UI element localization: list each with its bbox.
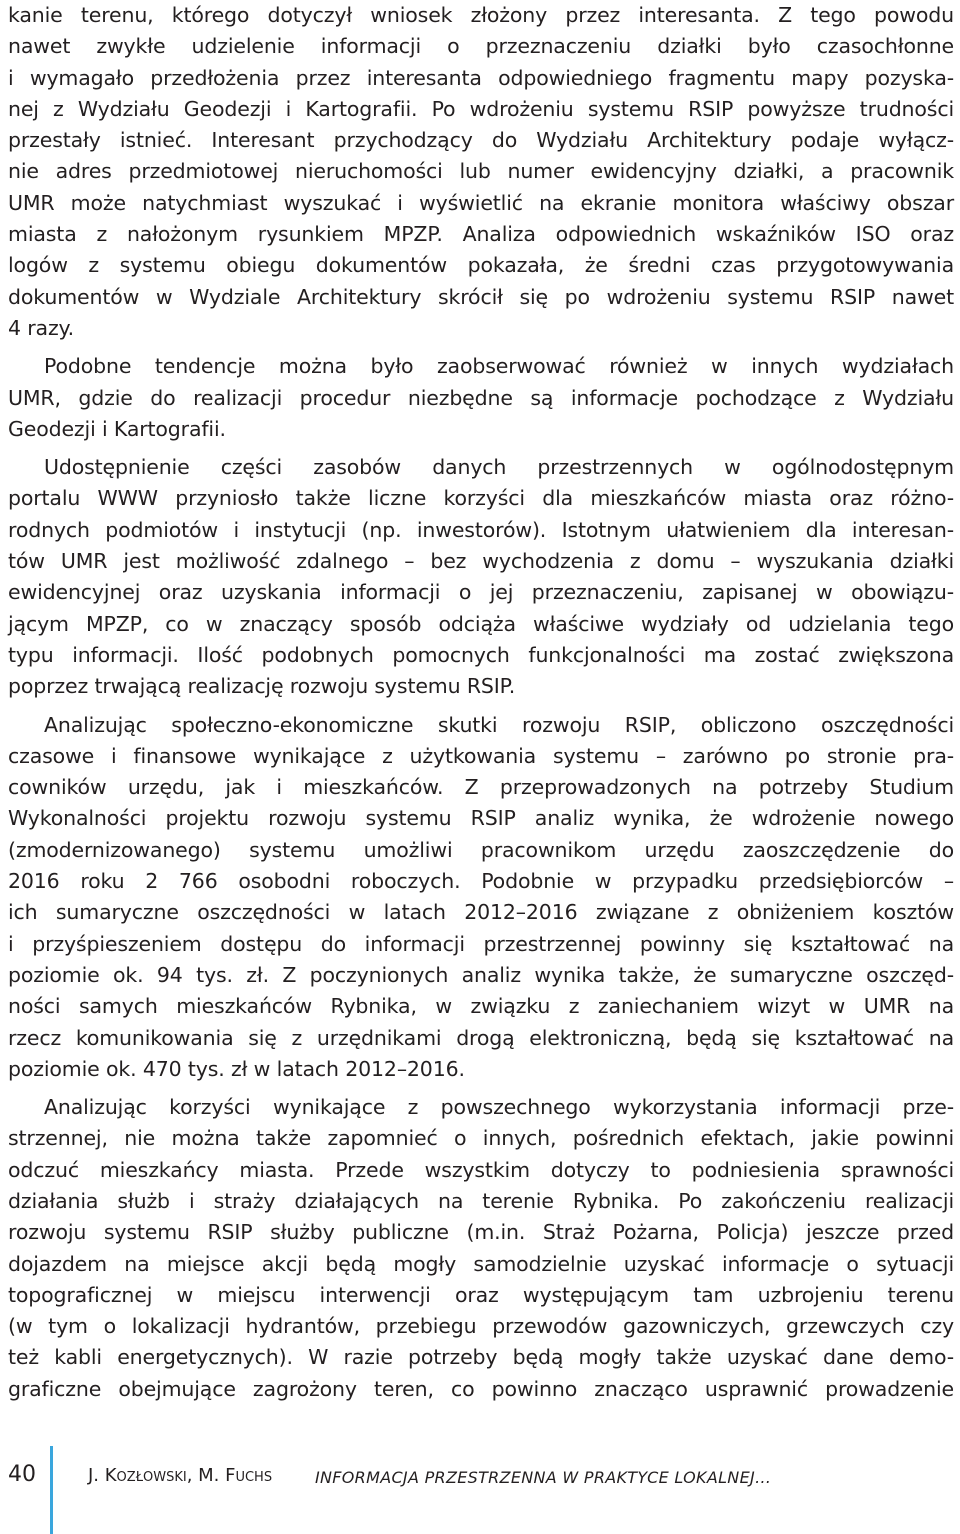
text-line: dokumentów w Wydziale Architektury skrócił się po wdrożeniu systemu RSIP nawet xyxy=(8,284,954,309)
page-footer xyxy=(0,1446,960,1534)
running-header-authors: J. Kozłowski, M. Fuchs xyxy=(88,1465,273,1486)
text-line: UMR może natychmiast wyszukać i wyświetlić na ekranie monitora właściwy obszar xyxy=(8,190,954,215)
text-line: cowników urzędu, jak i mieszkańców. Z przeprowadzonych na potrzeby Studium xyxy=(8,775,954,800)
text-line: czasowe i finansowe wynikające z użytkowania systemu – zarówno po stronie pra- xyxy=(8,743,954,768)
text-line: poziomie ok. 94 tys. zł. Z poczynionych analiz wynika także, że sumaryczne oszczęd- xyxy=(8,962,954,987)
text-line: ności samych mieszkańców Rybnika, w związku z zaniechaniem wizyt w UMR na xyxy=(8,994,954,1019)
text-line: Wykonalności projektu rozwoju systemu RSIP analiz wynika, że wdrożenie nowego xyxy=(8,806,954,831)
text-line: ewidencyjnej oraz uzyskania informacji o jej przeznaczeniu, zapisanej w obowiązu- xyxy=(8,580,954,605)
text-line: nawet zwykłe udzielenie informacji o przeznaczeniu działki było czasochłonne xyxy=(8,34,954,59)
text-line: topograficznej w miejscu interwencji oraz występującym tam uzbrojeniu terenu xyxy=(8,1282,954,1307)
text-line: nej z Wydziału Geodezji i Kartografii. Po wdrożeniu systemu RSIP powyższe trudności xyxy=(8,96,954,121)
text-line: portalu WWW przyniosło także liczne korzyści dla mieszkańców miasta oraz różno- xyxy=(8,486,954,511)
text-line: dojazdem na miejsce akcji będą mogły samodzielnie uzyskać informacje o sytuacji xyxy=(8,1251,954,1276)
text-line: (zmodernizowanego) systemu umożliwi pracownikom urzędu zaoszczędzenie do xyxy=(8,837,954,862)
page-number: 40 xyxy=(8,1462,36,1487)
paragraph-start-line: Udostępnienie części zasobów danych przestrzennych w ogólnodostępnym xyxy=(44,455,954,480)
text-line: i przyśpieszeniem dostępu do informacji przestrzennej powinny się kształtować na xyxy=(8,931,954,956)
paragraph-start-line: Analizując społeczno-ekonomiczne skutki rozwoju RSIP, obliczono oszczędności xyxy=(44,712,954,737)
footer-divider xyxy=(50,1446,53,1534)
text-line: jącym MPZP, co w znaczący sposób odciąża właściwe wydziały od udzielania tego xyxy=(8,611,954,636)
text-line: rozwoju systemu RSIP służby publiczne (m.in. Straż Pożarna, Policja) jeszcze przed xyxy=(8,1220,954,1245)
text-line: logów z systemu obiegu dokumentów pokazała, że średni czas przygotowywania xyxy=(8,253,954,278)
text-line: Geodezji i Kartografii. xyxy=(8,416,226,441)
text-line: graficzne obejmujące zagrożony teren, co powinno znacząco usprawnić prowadzenie xyxy=(8,1376,954,1401)
text-line: (w tym o lokalizacji hydrantów, przebiegu przewodów gazowniczych, grzewczych czy xyxy=(8,1314,954,1339)
running-header-title: INFORMACJA PRZESTRZENNA W PRAKTYCE LOKALNEJ… xyxy=(315,1468,772,1487)
text-line: strzennej, nie można także zapomnieć o innych, pośrednich efektach, jakie powinni xyxy=(8,1126,954,1151)
paragraph-start-line: Analizując korzyści wynikające z powszechnego wykorzystania informacji prze- xyxy=(44,1095,954,1120)
page-body xyxy=(8,0,954,1405)
text-line: miasta z nałożonym rysunkiem MPZP. Analiza odpowiednich wskaźników ISO oraz xyxy=(8,222,954,247)
text-line: typu informacji. Ilość podobnych pomocnych funkcjonalności ma zostać zwiększona xyxy=(8,642,954,667)
text-line: odczuć mieszkańcy miasta. Przede wszystkim dotyczy to podniesienia sprawności xyxy=(8,1157,954,1182)
text-line: działania służb i straży działających na terenie Rybnika. Po zakończeniu realizacji xyxy=(8,1188,954,1213)
text-line: poziomie ok. 470 tys. zł w latach 2012–2016. xyxy=(8,1056,465,1081)
text-line: poprzez trwającą realizację rozwoju systemu RSIP. xyxy=(8,674,516,699)
paragraph-start-line: Podobne tendencje można było zaobserwować również w innych wydziałach xyxy=(44,354,954,379)
text-line: ich sumaryczne oszczędności w latach 2012–2016 związane z obniżeniem kosztów xyxy=(8,900,954,925)
text-line: tów UMR jest możliwość zdalnego – bez wychodzenia z domu – wyszukania działki xyxy=(8,549,954,574)
text-line: rodnych podmiotów i instytucji (np. inwestorów). Istotnym ułatwieniem dla interesan- xyxy=(8,517,954,542)
text-line: rzecz komunikowania się z urzędnikami drogą elektroniczną, będą się kształtować na xyxy=(8,1025,954,1050)
text-line: przestały istnieć. Interesant przychodzący do Wydziału Architektury podaje wyłącz- xyxy=(8,128,954,153)
text-line: i wymagało przedłożenia przez interesanta odpowiedniego fragmentu mapy pozyska- xyxy=(8,65,954,90)
text-line: nie adres przedmiotowej nieruchomości lub numer ewidencyjny działki, a pracownik xyxy=(8,159,954,184)
text-line: też kabli energetycznych). W razie potrzeby będą mogły także uzyskać dane demo- xyxy=(8,1345,954,1370)
text-line: 4 razy. xyxy=(8,315,74,340)
text-line: 2016 roku 2 766 osobodni roboczych. Podobnie w przypadku przedsiębiorców – xyxy=(8,869,954,894)
text-line: UMR, gdzie do realizacji procedur niezbędne są informacje pochodzące z Wydziału xyxy=(8,385,954,410)
text-line: kanie terenu, którego dotyczył wniosek złożony przez interesanta. Z tego powodu xyxy=(8,3,954,27)
